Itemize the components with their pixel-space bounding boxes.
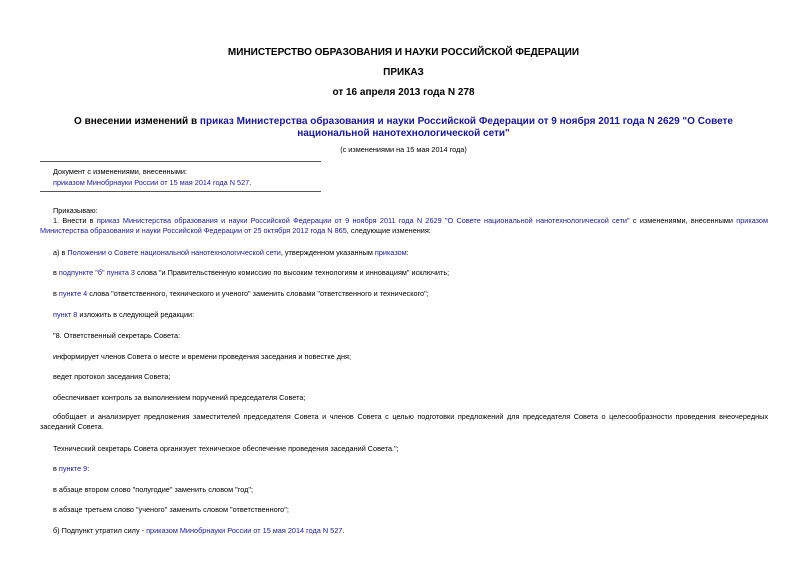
p1-text-c: , следующие изменения:	[346, 226, 431, 235]
subpoint-text: слова "и Правительственную комиссию по высоким технологиям и инновациям" исключить;	[134, 268, 450, 277]
note-line: Документ с изменениями, внесенными:	[53, 167, 187, 176]
point-8-link[interactable]: пункт 8	[53, 310, 78, 319]
point-4-text: слова "ответственного, технического и ученого" заменить словами "ответственного и технического";	[87, 289, 429, 298]
item-b-link[interactable]: приказом Минобрнауки России от 15 мая 2014 года N 527	[146, 526, 343, 535]
point-9-paragraph-3: в абзаце третьем слово "ученого" заменить словом "ответственного";	[53, 505, 289, 514]
point-4-link[interactable]: пункте 4	[58, 289, 88, 298]
item-b-text: б) Подпункт утратил силу -	[53, 526, 147, 535]
note-link-line	[53, 178, 251, 187]
note-end: .	[249, 178, 252, 187]
point-9	[53, 464, 89, 473]
amendment-note: (с изменениями на 15 мая 2014 года)	[340, 145, 467, 154]
quote-line-3: ведет протокол заседания Совета;	[53, 372, 171, 381]
item-a-end: :	[406, 248, 409, 257]
point-9-paragraph-2: в абзаце втором слово "полугодие" заменить словом "год";	[53, 485, 254, 494]
point-4-pre: в	[53, 289, 59, 298]
item-a-pre: а) в	[53, 248, 68, 257]
point-9-pre: в	[53, 464, 59, 473]
order-link[interactable]: приказом	[374, 248, 407, 257]
ministry-heading: МИНИСТЕРСТВО ОБРАЗОВАНИЯ И НАУКИ РОССИЙСКОЙ ФЕДЕРАЦИИ	[227, 47, 580, 58]
paragraph-1	[40, 216, 768, 236]
point-9-end: :	[87, 464, 90, 473]
quote-line-5: обобщает и анализирует предложения заместителей председателя Совета и членов Совета с целью подготовки предложений для председателя Совета о целесообразности проведения внеочередных заседаний Совета.	[40, 412, 768, 431]
point-4	[53, 289, 429, 298]
regulation-link[interactable]: Положении о Совете национальной нанотехнологической сети	[67, 248, 281, 257]
p1-order-link[interactable]: приказ Министерства образования и науки Российской Федерации от 9 ноября 2011 года N 2629 "О Совете национальной нанотехнологической сети"	[96, 216, 630, 225]
point-9-link[interactable]: пункте 9	[58, 464, 88, 473]
item-b	[53, 526, 344, 535]
subpoint-pre: в	[53, 268, 59, 277]
title-prefix: О внесении изменений в	[74, 116, 200, 127]
point-8	[53, 310, 194, 319]
item-a	[53, 248, 409, 257]
amending-order-link[interactable]: приказом Минобрнауки России от 15 мая 2014 года N 527	[53, 178, 250, 187]
document-title	[70, 116, 737, 140]
quote-line-1: "8. Ответственный секретарь Совета:	[53, 331, 181, 340]
point-8-text: изложить в следующей редакции:	[77, 310, 195, 319]
note-bottom-divider	[40, 191, 321, 192]
item-a-mid: , утвержденном указанным	[280, 248, 375, 257]
quote-line-6: Технический секретарь Совета организует техническое обеспечение проведения заседаний Совета.";	[53, 444, 399, 453]
quote-line-4: обеспечивает контроль за выполнением поручений председателя Совета;	[53, 393, 306, 402]
title-order-link[interactable]: приказ Министерства образования и науки Российской Федерации от 9 ноября 2011 года N 2629 "О Совете национальной нанотехнологической сети"	[199, 116, 733, 139]
p1-text-a: 1. Внести в	[53, 216, 97, 225]
note-top-divider	[40, 161, 321, 162]
item-b-end: .	[342, 526, 345, 535]
order-word: Приказываю:	[53, 206, 98, 215]
p1-amendment-link[interactable]: приказом Министерства образования и науки Российской Федерации от 25 октября 2012 года N 865	[40, 216, 769, 235]
subpoint-3b	[53, 268, 449, 277]
document-type: ПРИКАЗ	[383, 67, 424, 78]
document-date-number: от 16 апреля 2013 года N 278	[332, 87, 475, 98]
p1-text-b: с изменениями, внесенными	[629, 216, 737, 225]
quote-line-2: информирует членов Совета о месте и времени проведения заседания и повестке дня;	[53, 352, 351, 361]
subpoint-3b-link[interactable]: подпункте "б" пункта 3	[58, 268, 135, 277]
